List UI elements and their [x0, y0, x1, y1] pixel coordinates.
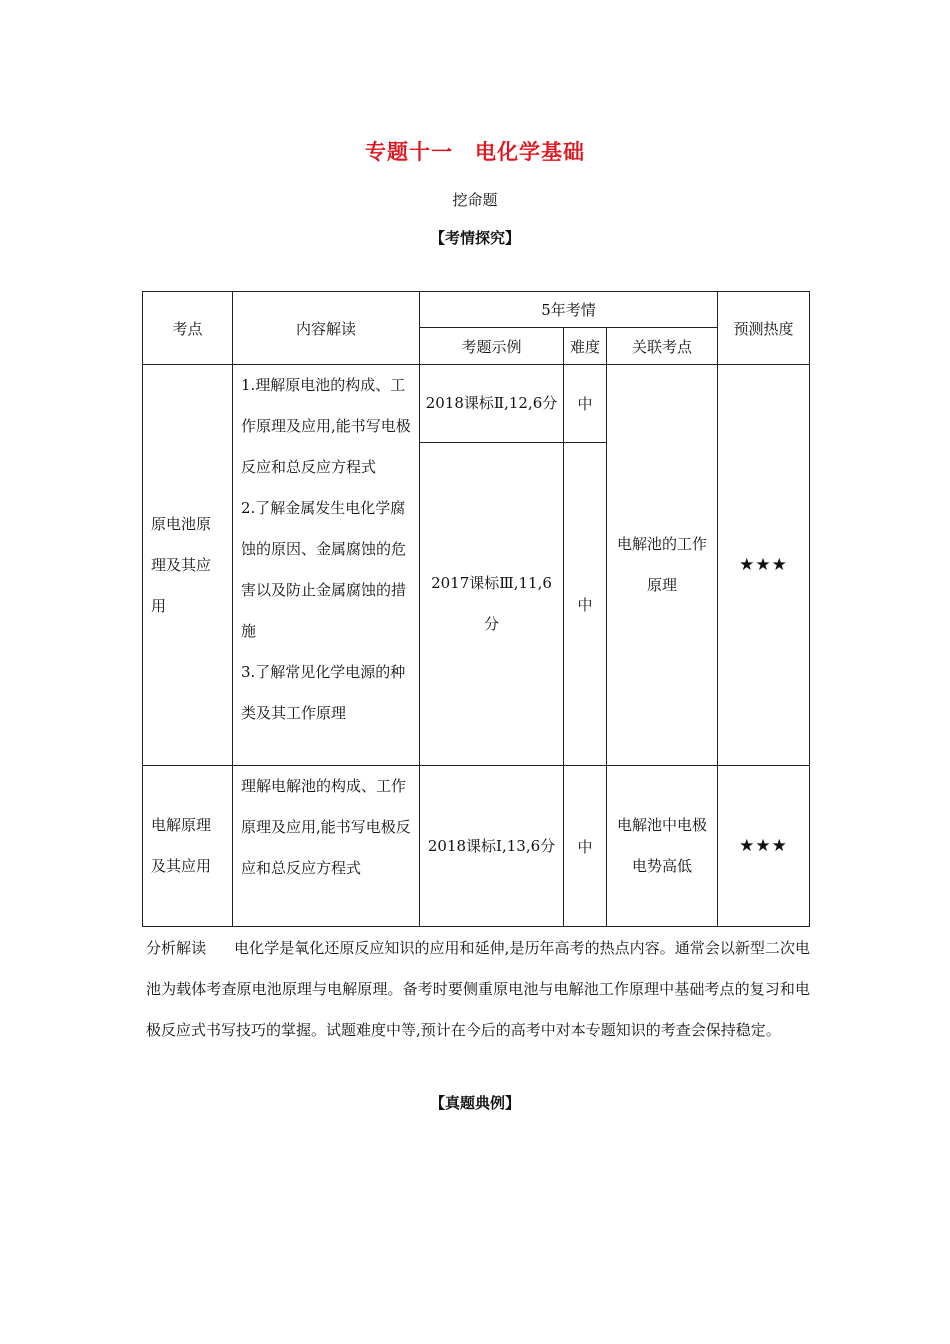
topic-cell: 原电池原理及其应用: [143, 365, 233, 766]
content-cell: [233, 365, 420, 766]
header-content: 内容解读: [233, 292, 420, 365]
header-topic: 考点: [143, 292, 233, 365]
page-title: 专题十一 电化学基础: [365, 140, 585, 164]
content-item: 2.了解金属发生电化学腐蚀的原因、金属腐蚀的危害以及防止金属腐蚀的措施: [241, 499, 407, 640]
section-heading-exam: 【考情探究】: [429, 229, 520, 247]
header-heat: 预测热度: [718, 292, 810, 365]
content-item: 3.了解常见化学电源的种类及其工作原理: [241, 663, 406, 722]
difficulty-cell: 中: [564, 365, 607, 443]
table-row: [143, 766, 810, 927]
related-cell: 电解池中电极电势高低: [607, 766, 718, 927]
example-cell: 2017课标Ⅲ,11,6分: [420, 443, 564, 766]
content-item: 理解电解池的构成、工作原理及应用,能书写电极反应和总反应方程式: [241, 777, 411, 877]
header-related: 关联考点: [607, 328, 718, 365]
topic-cell: 电解原理及其应用: [143, 766, 233, 927]
analysis-label: 分析解读: [146, 939, 207, 957]
exam-analysis-table: [142, 291, 810, 927]
table-header-row: [143, 292, 810, 328]
example-cell: 2018课标Ⅰ,13,6分: [420, 766, 564, 927]
header-five-year: 5年考情: [420, 292, 718, 328]
subtitle: 挖命题: [452, 191, 498, 209]
header-example: 考题示例: [420, 328, 564, 365]
difficulty-cell: 中: [564, 443, 607, 766]
heat-rating: ★★★: [718, 365, 810, 766]
header-difficulty: 难度: [564, 328, 607, 365]
related-cell: 电解池的工作原理: [607, 365, 718, 766]
section-heading-examples: 【真题典例】: [429, 1094, 520, 1112]
heat-rating: ★★★: [718, 766, 810, 927]
table-row: [143, 365, 810, 443]
content-cell: [233, 766, 420, 927]
analysis-text: 电化学是氧化还原反应知识的应用和延伸,是历年高考的热点内容。通常会以新型二次电池为载体考查原电池原理与电解原理。备考时要侧重原电池与电解池工作原理中基础考点的复习和电极反应式书写技巧的掌握。试题难度中等,预计在今后的高考中对本专题知识的考查会保持稳定。: [146, 939, 810, 1039]
example-cell: 2018课标Ⅱ,12,6分: [420, 365, 564, 443]
analysis-paragraph: [146, 928, 810, 1051]
content-item: 1.理解原电池的构成、工作原理及应用,能书写电极反应和总反应方程式: [241, 376, 411, 476]
difficulty-cell: 中: [564, 766, 607, 927]
